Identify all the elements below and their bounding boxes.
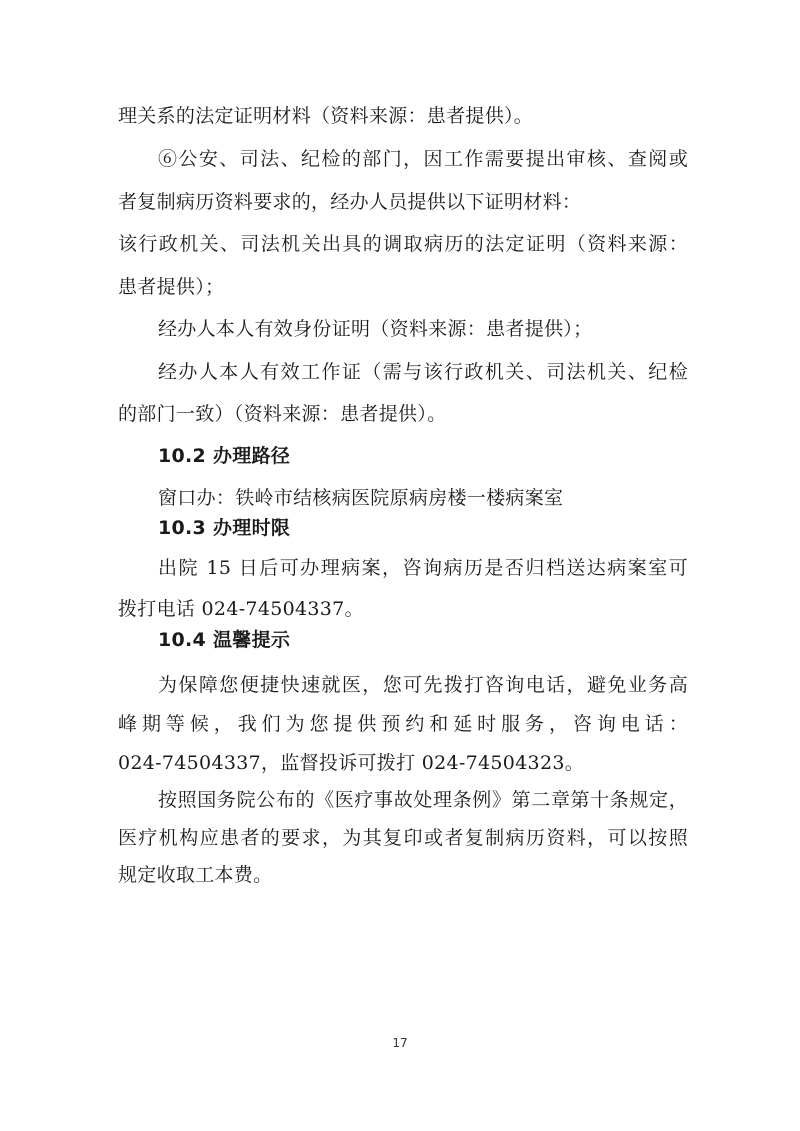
text-line-5: 患者提供）； [118, 276, 225, 298]
text-line-15: 按照国务院公布的《医疗事故处理条例》第二章第十条规定， [158, 789, 688, 811]
section-heading-10-2: 10.2 办理路径 [158, 445, 291, 467]
text-line-7: 经办人本人有效工作证（需与该行政机关、司法机关、纪检 [158, 361, 688, 383]
page-number: 17 [392, 1036, 408, 1050]
section-heading-10-4: 10.4 温馨提示 [158, 629, 291, 651]
text-line-17: 规定收取工本费。 [118, 864, 273, 886]
text-line-1: 理关系的法定证明材料（资料来源：患者提供）。 [118, 105, 534, 127]
text-line-11: 拨打电话 024-74504337。 [118, 598, 364, 620]
text-line-13: 峰期等候，我们为您提供预约和延时服务，咨询电话： [118, 713, 688, 735]
text-line-6: 经办人本人有效身份证明（资料来源：患者提供）； [158, 318, 593, 340]
text-line-10: 出院 15 日后可办理病案，咨询病历是否归档送达病案室可 [158, 557, 688, 579]
text-line-9: 窗口办：铁岭市结核病医院原病房楼一楼病案室 [158, 487, 564, 509]
text-line-2: ⑥公安、司法、纪检的部门，因工作需要提出审核、查阅或 [158, 148, 688, 170]
text-line-16: 医疗机构应患者的要求，为其复印或者复制病历资料，可以按照 [118, 827, 688, 849]
text-line-8: 的部门一致）（资料来源：患者提供）。 [118, 403, 447, 425]
text-line-4: 该行政机关、司法机关出具的调取病历的法定证明（资料来源： [118, 233, 688, 255]
text-line-12: 为保障您便捷快速就医，您可先拨打咨询电话，避免业务高 [158, 674, 688, 696]
section-heading-10-3: 10.3 办理时限 [158, 517, 291, 539]
text-line-3: 者复制病历资料要求的，经办人员提供以下证明材料： [118, 191, 582, 213]
text-line-14: 024-74504337，监督投诉可拨打 024-74504323。 [118, 752, 585, 774]
